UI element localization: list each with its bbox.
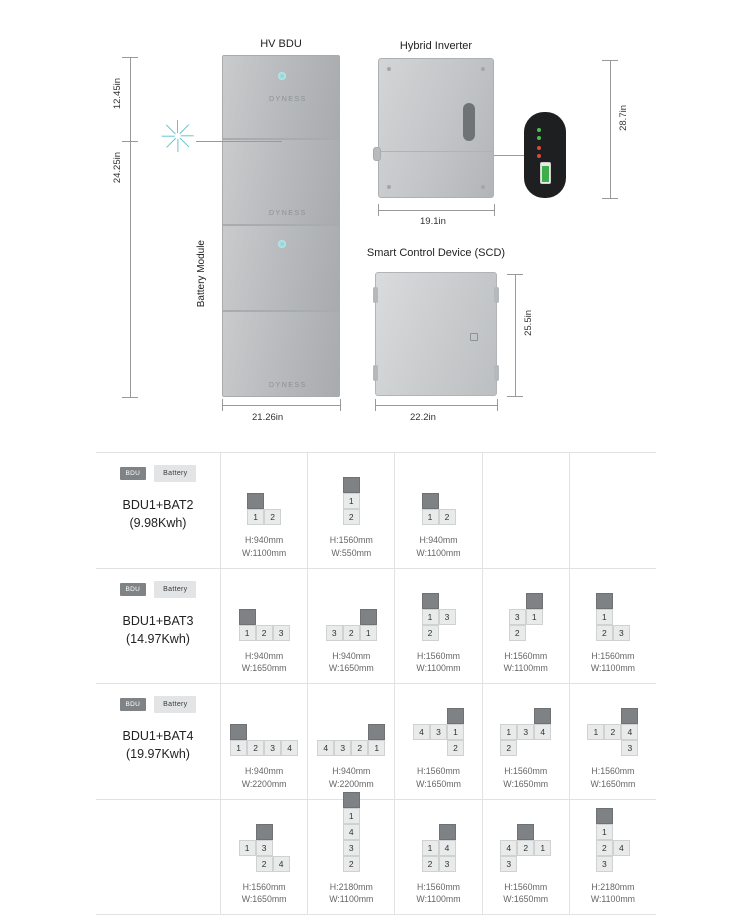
layout-figure (317, 694, 385, 756)
config-option (569, 453, 656, 568)
layout-dimensions: H:1560mm W:550mm (330, 534, 373, 560)
layout-cell-battery: 1 (343, 808, 360, 824)
layout-cell-battery: 3 (517, 724, 534, 740)
layout-cell-bdu: BDU (439, 824, 456, 840)
layout-row (343, 840, 360, 856)
layout-cell-battery: 2 (343, 856, 360, 872)
layout-figure (509, 579, 543, 641)
layout-spacer (604, 740, 621, 756)
led-green-icon (537, 136, 541, 140)
chip-battery: Battery (154, 696, 196, 713)
layout-row (587, 708, 638, 724)
layout-cell-battery: 2 (604, 724, 621, 740)
layout-row (596, 808, 613, 824)
layout-figure (230, 694, 298, 756)
leader-line-remote (494, 155, 524, 156)
layout-row (422, 840, 456, 856)
inverter-seam (379, 151, 493, 152)
layout-figure (422, 810, 456, 872)
dimline-remote-height (610, 60, 611, 198)
config-option[interactable] (307, 569, 394, 684)
dimline-bdu-height (130, 57, 131, 141)
screw-icon (481, 185, 485, 189)
layout-cell-battery: 1 (500, 724, 517, 740)
dim-inverter-width: 19.1in (420, 216, 446, 227)
layout-row (500, 824, 534, 840)
dimtick-right (340, 399, 341, 411)
layout-cell-battery: 3 (500, 856, 517, 872)
layout-spacer (604, 708, 621, 724)
config-name-cell (96, 684, 220, 799)
status-dot-icon (278, 72, 286, 80)
layout-cell-bdu: BDU (360, 609, 377, 625)
layout-cell-battery: 1 (239, 840, 256, 856)
layout-cell-battery: 4 (343, 824, 360, 840)
dimtick-bottom (122, 397, 138, 398)
dimtick-left (378, 204, 379, 216)
dimtick-left (222, 399, 223, 411)
config-options (220, 569, 656, 684)
dimtick-top (602, 60, 618, 61)
layout-row (422, 609, 456, 625)
layout-cell-battery: 2 (596, 625, 613, 641)
layout-spacer (430, 740, 447, 756)
layout-cell-battery: 3 (343, 840, 360, 856)
table-row (96, 800, 656, 915)
layout-cell-battery: 2 (422, 856, 439, 872)
config-options (220, 453, 656, 568)
layout-cell-bdu: BDU (422, 493, 439, 509)
layout-row (500, 840, 551, 856)
layout-cell-battery: 1 (596, 609, 613, 625)
layout-row (230, 724, 247, 740)
battery-tower (222, 55, 340, 397)
layout-cell-bdu: BDU (247, 493, 264, 509)
smart-control-device (375, 272, 497, 396)
layout-cell-battery: 2 (447, 740, 464, 756)
label-smart-control-device: Smart Control Device (SCD) (360, 247, 512, 259)
config-option[interactable] (569, 569, 656, 684)
layout-row (343, 808, 360, 824)
layout-dimensions: H:1560mm W:1100mm (591, 650, 635, 676)
layout-cell-battery: 3 (509, 609, 526, 625)
legend-chips (120, 696, 197, 713)
layout-cell-battery: 3 (613, 625, 630, 641)
layout-row (587, 724, 638, 740)
layout-spacer (351, 724, 368, 740)
layout-figure (500, 694, 551, 756)
layout-spacer (517, 708, 534, 724)
layout-dimensions: H:2180mm W:1100mm (329, 881, 373, 907)
layout-figure (239, 579, 290, 641)
layout-cell-battery: 4 (613, 840, 630, 856)
layout-dimensions: H:940mm W:1100mm (416, 534, 460, 560)
layout-dimensions: H:1560mm W:1650mm (242, 881, 287, 907)
indicator-burst-icon (160, 118, 196, 154)
dim-remote-height: 28.7in (618, 105, 629, 131)
layout-row (596, 824, 613, 840)
layout-cell-bdu: BDU (526, 593, 543, 609)
chip-bdu: BDU (120, 467, 147, 480)
config-title: BDU1+BAT3 (14.97Kwh) (123, 612, 194, 648)
led-red-icon (537, 154, 541, 158)
layout-figure (587, 694, 638, 756)
layout-cell-battery: 3 (439, 856, 456, 872)
hinge-icon (373, 287, 378, 303)
layout-dimensions: H:940mm W:1650mm (242, 650, 287, 676)
layout-dimensions: H:940mm W:1100mm (242, 534, 286, 560)
layout-row (587, 740, 638, 756)
layout-spacer (587, 708, 604, 724)
module-bdu (222, 55, 340, 139)
layout-figure (422, 463, 456, 525)
layout-row (596, 609, 613, 625)
layout-cell-bdu: BDU (596, 808, 613, 824)
layout-cell-bdu: BDU (368, 724, 385, 740)
layout-row (500, 856, 517, 872)
dimtick-left (375, 399, 376, 411)
hinge-icon (373, 365, 378, 381)
layout-cell-bdu: BDU (517, 824, 534, 840)
layout-row (413, 708, 464, 724)
table-row (96, 569, 656, 685)
layout-dimensions: H:1560mm W:1100mm (416, 650, 460, 676)
dim-bdu-height: 12.45in (112, 78, 123, 109)
chip-bdu: BDU (120, 583, 147, 596)
layout-dimensions: H:1560mm W:1650mm (503, 765, 548, 791)
layout-cell-battery: 2 (517, 840, 534, 856)
layout-cell-battery: 1 (368, 740, 385, 756)
layout-cell-battery: 4 (281, 740, 298, 756)
layout-figure (326, 579, 377, 641)
layout-cell-battery: 3 (596, 856, 613, 872)
layout-dimensions: H:2180mm W:1100mm (591, 881, 635, 907)
module-battery-3 (222, 311, 340, 397)
layout-cell-bdu: BDU (239, 609, 256, 625)
layout-dimensions: H:940mm W:1650mm (329, 650, 374, 676)
chip-battery: Battery (154, 465, 196, 482)
layout-row (239, 609, 256, 625)
layout-cell-battery: 1 (239, 625, 256, 641)
product-diagram (0, 0, 750, 440)
layout-spacer (317, 724, 334, 740)
layout-cell-bdu: BDU (256, 824, 273, 840)
leader-line-bdu (196, 141, 282, 142)
layout-cell-battery: 3 (264, 740, 281, 756)
layout-dimensions: H:1560mm W:1100mm (416, 881, 460, 907)
legend-chips (120, 465, 197, 482)
hinge-icon (494, 365, 499, 381)
config-title: BDU1+BAT4 (19.97Kwh) (123, 727, 194, 763)
layout-cell-bdu: BDU (230, 724, 247, 740)
layout-cell-battery: 2 (343, 509, 360, 525)
config-name-cell (96, 800, 220, 915)
layout-spacer (239, 856, 256, 872)
config-option[interactable] (307, 800, 394, 915)
layout-dimensions: H:1560mm W:1100mm (504, 650, 548, 676)
screw-icon (387, 185, 391, 189)
layout-spacer (509, 593, 526, 609)
layout-row (596, 840, 630, 856)
layout-spacer (500, 708, 517, 724)
layout-figure (413, 694, 464, 756)
layout-row (413, 724, 464, 740)
dimline-scd-height (515, 274, 516, 396)
dim-scd-height: 25.5in (523, 310, 534, 336)
dimtick-right (497, 399, 498, 411)
layout-cell-bdu: BDU (343, 792, 360, 808)
layout-cell-battery: 4 (317, 740, 334, 756)
layout-dimensions: H:940mm W:2200mm (329, 765, 374, 791)
layout-cell-battery: 4 (439, 840, 456, 856)
layout-row (500, 724, 551, 740)
legend-chips (120, 581, 197, 598)
scd-marker-icon (470, 333, 478, 341)
layout-row (239, 840, 273, 856)
remote-monitor (524, 112, 566, 198)
layout-row (500, 740, 517, 756)
dimline-scd-width (375, 405, 497, 406)
config-option[interactable] (482, 800, 569, 915)
layout-row (509, 593, 543, 609)
brand-text: DYNESS (269, 96, 307, 103)
config-option[interactable] (220, 684, 307, 799)
layout-row (422, 625, 439, 641)
dimtick-top (507, 274, 523, 275)
layout-row (326, 609, 377, 625)
layout-spacer (439, 493, 456, 509)
layout-cell-battery: 2 (596, 840, 613, 856)
module-battery-2 (222, 225, 340, 311)
hinge-icon (494, 287, 499, 303)
layout-figure (247, 463, 281, 525)
hybrid-inverter (378, 58, 494, 198)
layout-row (509, 609, 543, 625)
inverter-vent (463, 103, 475, 141)
layout-cell-battery: 2 (256, 856, 273, 872)
layout-cell-battery: 4 (273, 856, 290, 872)
layout-figure (422, 579, 456, 641)
layout-cell-battery: 4 (500, 840, 517, 856)
brand-text: DYNESS (269, 382, 307, 389)
layout-cell-battery: 2 (500, 740, 517, 756)
layout-row (596, 856, 613, 872)
layout-spacer (326, 609, 343, 625)
layout-cell-battery: 1 (526, 609, 543, 625)
dim-scd-width: 22.2in (410, 412, 436, 423)
config-option[interactable] (307, 453, 394, 568)
layout-row (413, 740, 464, 756)
layout-cell-battery: 1 (247, 509, 264, 525)
layout-cell-battery: 1 (343, 493, 360, 509)
layout-row (343, 792, 360, 808)
layout-cell-battery: 4 (621, 724, 638, 740)
layout-cell-battery: 1 (422, 609, 439, 625)
dimline-inverter-width (378, 210, 494, 211)
dimline-battery-height (130, 141, 131, 397)
layout-row (596, 625, 630, 641)
layout-row (239, 625, 290, 641)
chip-battery: Battery (154, 581, 196, 598)
config-option[interactable] (482, 684, 569, 799)
config-option[interactable] (394, 684, 481, 799)
layout-cell-battery: 2 (509, 625, 526, 641)
dimtick-right (494, 204, 495, 216)
config-option[interactable] (569, 800, 656, 915)
layout-figure (596, 579, 630, 641)
config-option[interactable] (569, 684, 656, 799)
layout-spacer (413, 708, 430, 724)
layout-spacer (587, 740, 604, 756)
layout-row (343, 509, 360, 525)
layout-row (326, 625, 377, 641)
table-row (96, 684, 656, 800)
layout-cell-battery: 1 (534, 840, 551, 856)
battery-level-icon (540, 162, 551, 184)
layout-row (500, 708, 551, 724)
layout-cell-battery: 2 (439, 509, 456, 525)
dimline-tower-width (222, 405, 340, 406)
layout-figure (596, 810, 630, 872)
config-option[interactable] (482, 569, 569, 684)
layout-spacer (239, 824, 256, 840)
layout-figure (500, 810, 551, 872)
layout-cell-battery: 1 (422, 840, 439, 856)
led-red-icon (537, 146, 541, 150)
layout-cell-battery: 3 (621, 740, 638, 756)
layout-cell-bdu: BDU (422, 593, 439, 609)
layout-cell-battery: 1 (447, 724, 464, 740)
config-option[interactable] (220, 453, 307, 568)
layout-row (239, 824, 273, 840)
layout-spacer (500, 824, 517, 840)
layout-cell-bdu: BDU (621, 708, 638, 724)
layout-row (317, 724, 385, 740)
layout-cell-battery: 3 (334, 740, 351, 756)
layout-dimensions: H:1560mm W:1650mm (503, 881, 548, 907)
layout-dimensions: H:1560mm W:1650mm (416, 765, 461, 791)
config-option[interactable] (394, 800, 481, 915)
config-name-cell (96, 453, 220, 568)
layout-cell-battery: 4 (413, 724, 430, 740)
layout-row (230, 740, 298, 756)
brand-text: DYNESS (269, 210, 307, 217)
status-dot-icon (278, 240, 286, 248)
layout-cell-battery: 4 (534, 724, 551, 740)
layout-cell-battery: 2 (256, 625, 273, 641)
layout-row (596, 593, 613, 609)
layout-spacer (343, 609, 360, 625)
table-row (96, 453, 656, 569)
label-battery-module: Battery Module (196, 240, 207, 307)
layout-cell-battery: 2 (264, 509, 281, 525)
dimtick-bottom (602, 198, 618, 199)
config-option[interactable] (220, 800, 307, 915)
layout-row (317, 740, 385, 756)
dim-tower-width: 21.26in (252, 412, 283, 423)
label-hybrid-inverter: Hybrid Inverter (383, 40, 489, 52)
layout-cell-battery: 2 (351, 740, 368, 756)
config-option[interactable] (394, 569, 481, 684)
layout-row (343, 824, 360, 840)
layout-cell-bdu: BDU (447, 708, 464, 724)
dimtick-bottom (507, 396, 523, 397)
layout-row (343, 493, 360, 509)
layout-row (239, 856, 290, 872)
layout-cell-battery: 1 (230, 740, 247, 756)
layout-spacer (413, 740, 430, 756)
layout-cell-battery: 3 (256, 840, 273, 856)
label-hv-bdu: HV BDU (236, 38, 326, 50)
layout-spacer (422, 824, 439, 840)
inverter-lug (373, 147, 381, 161)
layout-row (422, 493, 456, 509)
layout-row (422, 593, 439, 609)
config-option[interactable] (220, 569, 307, 684)
configuration-table (96, 452, 656, 915)
layout-cell-battery: 3 (439, 609, 456, 625)
layout-row (247, 509, 281, 525)
layout-cell-bdu: BDU (343, 477, 360, 493)
layout-row (509, 625, 526, 641)
layout-row (247, 493, 264, 509)
layout-cell-battery: 3 (430, 724, 447, 740)
layout-cell-battery: 3 (326, 625, 343, 641)
screw-icon (387, 67, 391, 71)
layout-cell-battery: 2 (422, 625, 439, 641)
layout-row (422, 824, 456, 840)
config-title: BDU1+BAT2 (9.98Kwh) (123, 496, 194, 532)
layout-dimensions: H:1560mm W:1650mm (591, 765, 636, 791)
layout-spacer (334, 724, 351, 740)
layout-cell-battery: 1 (422, 509, 439, 525)
layout-cell-bdu: BDU (534, 708, 551, 724)
dim-battery-height: 24.25in (112, 152, 123, 183)
dimtick-top (122, 57, 138, 58)
layout-figure (343, 810, 360, 872)
layout-dimensions: H:940mm W:2200mm (242, 765, 287, 791)
layout-cell-battery: 1 (360, 625, 377, 641)
layout-cell-battery: 2 (247, 740, 264, 756)
layout-row (343, 856, 360, 872)
layout-cell-battery: 1 (587, 724, 604, 740)
layout-spacer (430, 708, 447, 724)
config-options (220, 800, 656, 915)
layout-cell-battery: 1 (596, 824, 613, 840)
layout-row (422, 509, 456, 525)
led-green-icon (537, 128, 541, 132)
layout-cell-battery: 3 (273, 625, 290, 641)
config-options (220, 684, 656, 799)
layout-cell-bdu: BDU (596, 593, 613, 609)
config-name-cell (96, 569, 220, 684)
config-option[interactable] (307, 684, 394, 799)
layout-row (422, 856, 456, 872)
layout-row (343, 477, 360, 493)
layout-figure (343, 463, 360, 525)
layout-cell-battery: 2 (343, 625, 360, 641)
config-option[interactable] (394, 453, 481, 568)
chip-bdu: BDU (120, 698, 147, 711)
layout-figure (239, 810, 290, 872)
config-option (482, 453, 569, 568)
screw-icon (481, 67, 485, 71)
